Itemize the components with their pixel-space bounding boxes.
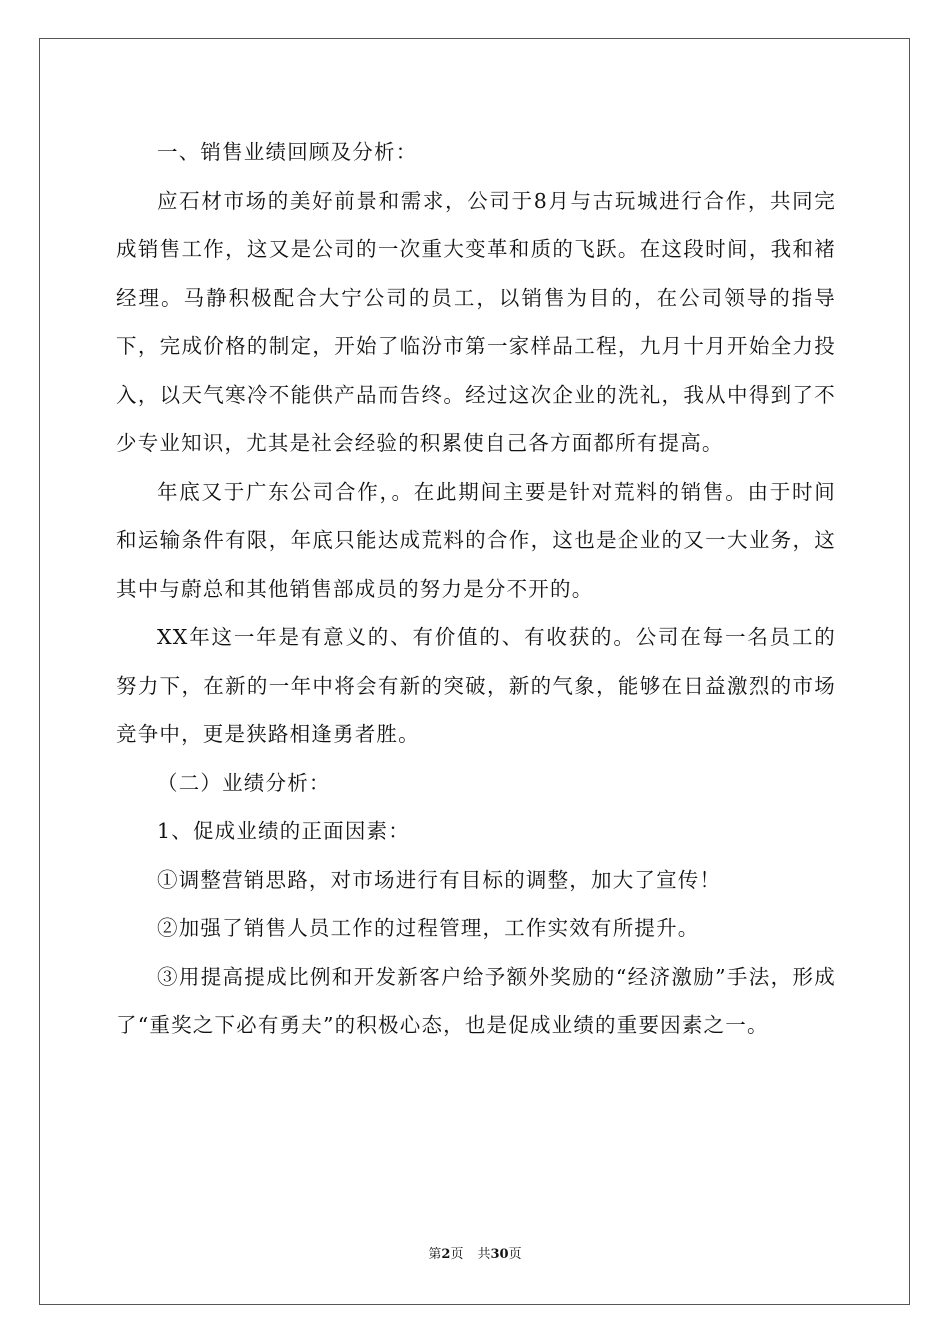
document-body	[116, 128, 836, 1050]
footer-page-word: 页	[450, 1247, 464, 1262]
body-paragraph: XX年这一年是有意义的、有价值的、有收获的。公司在每一名员工的努力下，在新的一年中将会有新的突破，新的气象，能够在日益激烈的市场竞争中，更是狭路相逢勇者胜。	[116, 625, 836, 746]
subsection-heading: （二）业绩分析：	[157, 770, 331, 795]
footer-total-prefix: 共	[477, 1247, 491, 1262]
section-heading: 一、销售业绩回顾及分析：	[157, 140, 418, 164]
current-page-number: 2	[441, 1247, 451, 1262]
list-item: ①调整营销思路，对市场进行有目标的调整，加大了宣传！	[157, 867, 722, 892]
page-footer	[0, 1246, 950, 1264]
list-item: ②加强了销售人员工作的过程管理，工作实效有所提升。	[157, 916, 700, 940]
footer-prefix: 第	[428, 1247, 442, 1262]
list-item: ③用提高提成比例和开发新客户给予额外奖励的“经济激励”手法，形成了“重奖之下必有勇夫”的积极心态，也是促成业绩的重要因素之一。	[116, 964, 836, 1037]
footer-total-suffix: 页	[508, 1247, 522, 1262]
list-heading: 1、促成业绩的正面因素：	[157, 819, 410, 843]
total-pages-number: 30	[490, 1247, 509, 1262]
body-paragraph: 应石材市场的美好前景和需求，公司于8月与古玩城进行合作，共同完成销售工作，这又是公司的一次重大变革和质的飞跃。在这段时间，我和褚经理。马静积极配合大宁公司的员工，以销售为目的，在公司领导的指导下，完成价格的制定，开始了临汾市第一家样品工程，九月十月开始全力投入，以天气寒冷不能供产品而告终。经过这次企业的洗礼，我从中得到了不少专业知识，尤其是社会经验的积累使自己各方面都所有提高。	[116, 188, 836, 455]
body-paragraph: 年底又于广东公司合作，。在此期间主要是针对荒料的销售。由于时间和运输条件有限，年底只能达成荒料的合作，这也是企业的又一大业务，这其中与蔚总和其他销售部成员的努力是分不开的。	[116, 479, 836, 601]
